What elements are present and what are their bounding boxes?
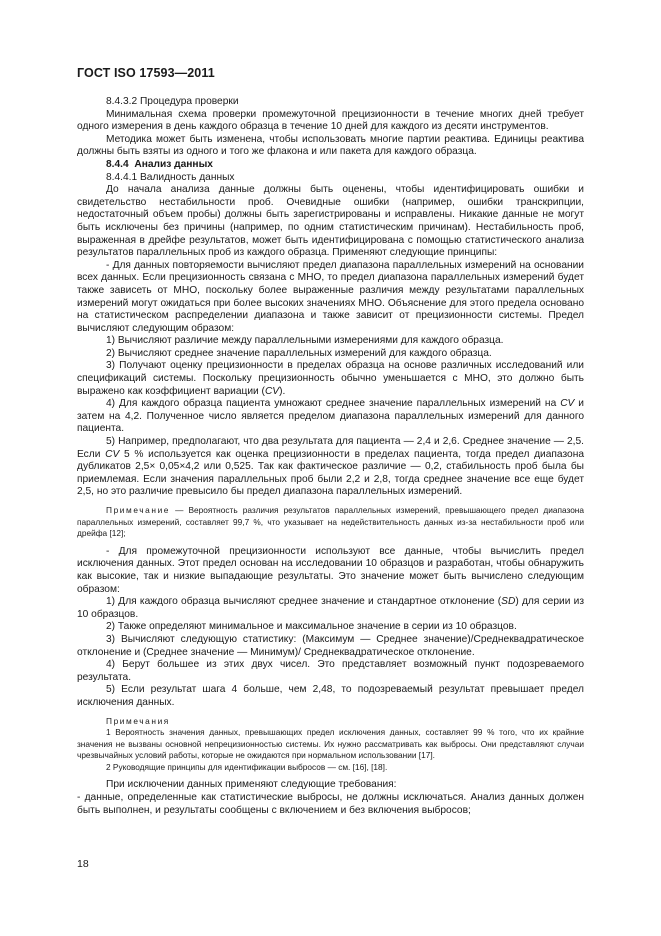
- cv-symbol: CV: [105, 448, 120, 460]
- paragraph: - Для данных повторяемости вычисляют предел диапазона параллельных измерений на основании всех данных. Если прецизионность связана с МНО, то предел диапазона параллельных измерений будет также зависеть от МНО, поскольку более выраженные различия между результатами параллельных измерений могут ожидаться при более высоких значениях МНО. Объяснение для этого предела основано на статистическом распределении диапазона и также зависит от прецизионности системы. Предел вычисляют следующим образом:: [77, 259, 584, 334]
- list-item: 2) Также определяют минимальное и максимальное значение в серии из 10 образцов.: [106, 621, 517, 633]
- note-item: 1 Вероятность значения данных, превышающих предел исключения данных, составляет 99 % того, что их крайние значения не вызваны основной непрецизионностью системы. Их нужно рассматривать как выбросы. Они представляют случаи чрезвычайных условий работы, которые не ожидаются при нормальном использовании [17].: [77, 727, 584, 761]
- list-item: [77, 360, 584, 398]
- note-item: 2 Руководящие принципы для идентификации выбросов — см. [16], [18].: [106, 761, 388, 772]
- cv-symbol: CV: [264, 385, 280, 397]
- section-8-4-3-2-title: 8.4.3.2 Процедура проверки: [106, 96, 239, 107]
- sd-symbol: SD: [501, 596, 516, 608]
- list-item: 4) Берут большее из этих двух чисел. Это представляет возможный пункт подозреваемого результата.: [77, 659, 584, 683]
- note: [77, 505, 584, 540]
- paragraph: При исключении данных применяют следующие требования:: [106, 779, 397, 791]
- note-label: Примечание: [106, 505, 171, 515]
- list-item: [77, 398, 584, 436]
- paragraph: Минимальная схема проверки промежуточной прецизионности в течение многих дней требует одного измерения в день каждого образца в течение 10 дней для каждого из десяти инструментов.: [77, 108, 584, 133]
- list-item: [77, 436, 584, 499]
- note-text: — Вероятность различия результатов параллельных измерений, превышающего предел диапазона параллельных измерений, составляет 99,7 %, что указывает на недействительность данных из-за нестабильности проб или дрейфа [12];: [77, 505, 585, 539]
- list-item: 5) Если результат шага 4 больше, чем 2,48, то подозреваемый результат превышает предел исключения данных.: [77, 684, 584, 708]
- page-number: 18: [77, 858, 89, 870]
- list-item: 3) Вычисляют следующую статистику: (Максимум — Среднее значение)/Среднеквадратическое отклонение и (Среднее значение — Минимум)/ Среднеквадратическое отклонение.: [77, 633, 584, 658]
- paragraph: - Для промежуточной прецизионности используют все данные, чтобы вычислить предел исключения данных. Этот предел основан на исследовании 10 образцов и разработан, чтобы обнаружить как высокие, так и низкие выпадающие результаты. Это значение может быть вычислено следующим образом:: [77, 545, 584, 595]
- list-item: [77, 596, 584, 621]
- text: 5) Например, предполагают, что два результата для пациента — 2,4 и 2,6. Среднее значение — 2,5. Если: [77, 436, 584, 460]
- section-8-4-4-title: [77, 159, 584, 172]
- notes-heading: [77, 716, 584, 728]
- text: ).: [279, 385, 286, 397]
- paragraph: До начала анализа данные должны быть оценены, чтобы идентифицировать ошибки и свидетельство нестабильности проб. Очевидные ошибки (например, ошибки транскрипции, недостаточный объем пробы) должны быть зарегистрированы и исправлены. Никакие данные не могут быть исключены без причины (например, по одним статистическим причинам). Нестабильность проб, выраженная в дрейфе результатов, может быть идентифицирована с помощью статистического анализа результатов параллельных проб из каждого образца. Применяют следующие принципы:: [77, 184, 584, 259]
- text: 1) Для каждого образца вычисляют среднее значение и стандартное отклонение (: [106, 596, 502, 608]
- text: и затем на 4,2. Полученное число является пределом диапазона параллельных измерений для данного пациента.: [77, 398, 584, 435]
- notes-label: Примечания: [106, 715, 170, 726]
- cv-symbol: CV: [560, 398, 575, 410]
- list-item: 1) Вычисляют различие между параллельными измерениями для каждого образца.: [106, 335, 504, 347]
- section-8-4-4-1-title: 8.4.4.1 Валидность данных: [106, 171, 235, 183]
- page-body: [77, 96, 584, 817]
- text: 4) Для каждого образца пациента умножают среднее значение параллельных измерений на: [106, 398, 561, 410]
- text: 3) Получают оценку прецизионности в пределах образца на основе различных исследований или спецификаций системы. Поскольку прецизионность обычно уменьшается с МНО, это должно быть выражено как коэффициент вариации (: [77, 360, 584, 397]
- section-number: 8.4.4: [106, 158, 129, 170]
- section-title: Анализ данных: [134, 158, 213, 170]
- document-header: ГОСТ ISO 17593—2011: [77, 66, 215, 80]
- text: 5 % используется как оценка прецизионности в пределах пациента, тогда предел диапазона дубликатов 2,5× 0,05×4,2 или 0,525. Так как фактическое различие — 0,2, стабильность проб была бы приемлемая. Если значения параллельных проб были 2,2 и 2,8, тогда среднее значение все еще будет 2,5, но это различие превысило бы предел диапазона параллельных измерений.: [77, 448, 584, 498]
- paragraph: Методика может быть изменена, чтобы использовать многие партии реактива. Единицы реактива должны быть взяты из одного и того же флакона и или пакета для каждого образца.: [77, 133, 584, 158]
- paragraph: - данные, определенные как статистические выбросы, не должны исключаться. Анализ данных должен быть выполнен, и результаты сообщены с включением и без включения выбросов;: [77, 792, 584, 816]
- list-item: 2) Вычисляют среднее значение параллельных измерений для каждого образца.: [106, 347, 492, 359]
- text: ) для серии из 10 образцов.: [77, 596, 584, 620]
